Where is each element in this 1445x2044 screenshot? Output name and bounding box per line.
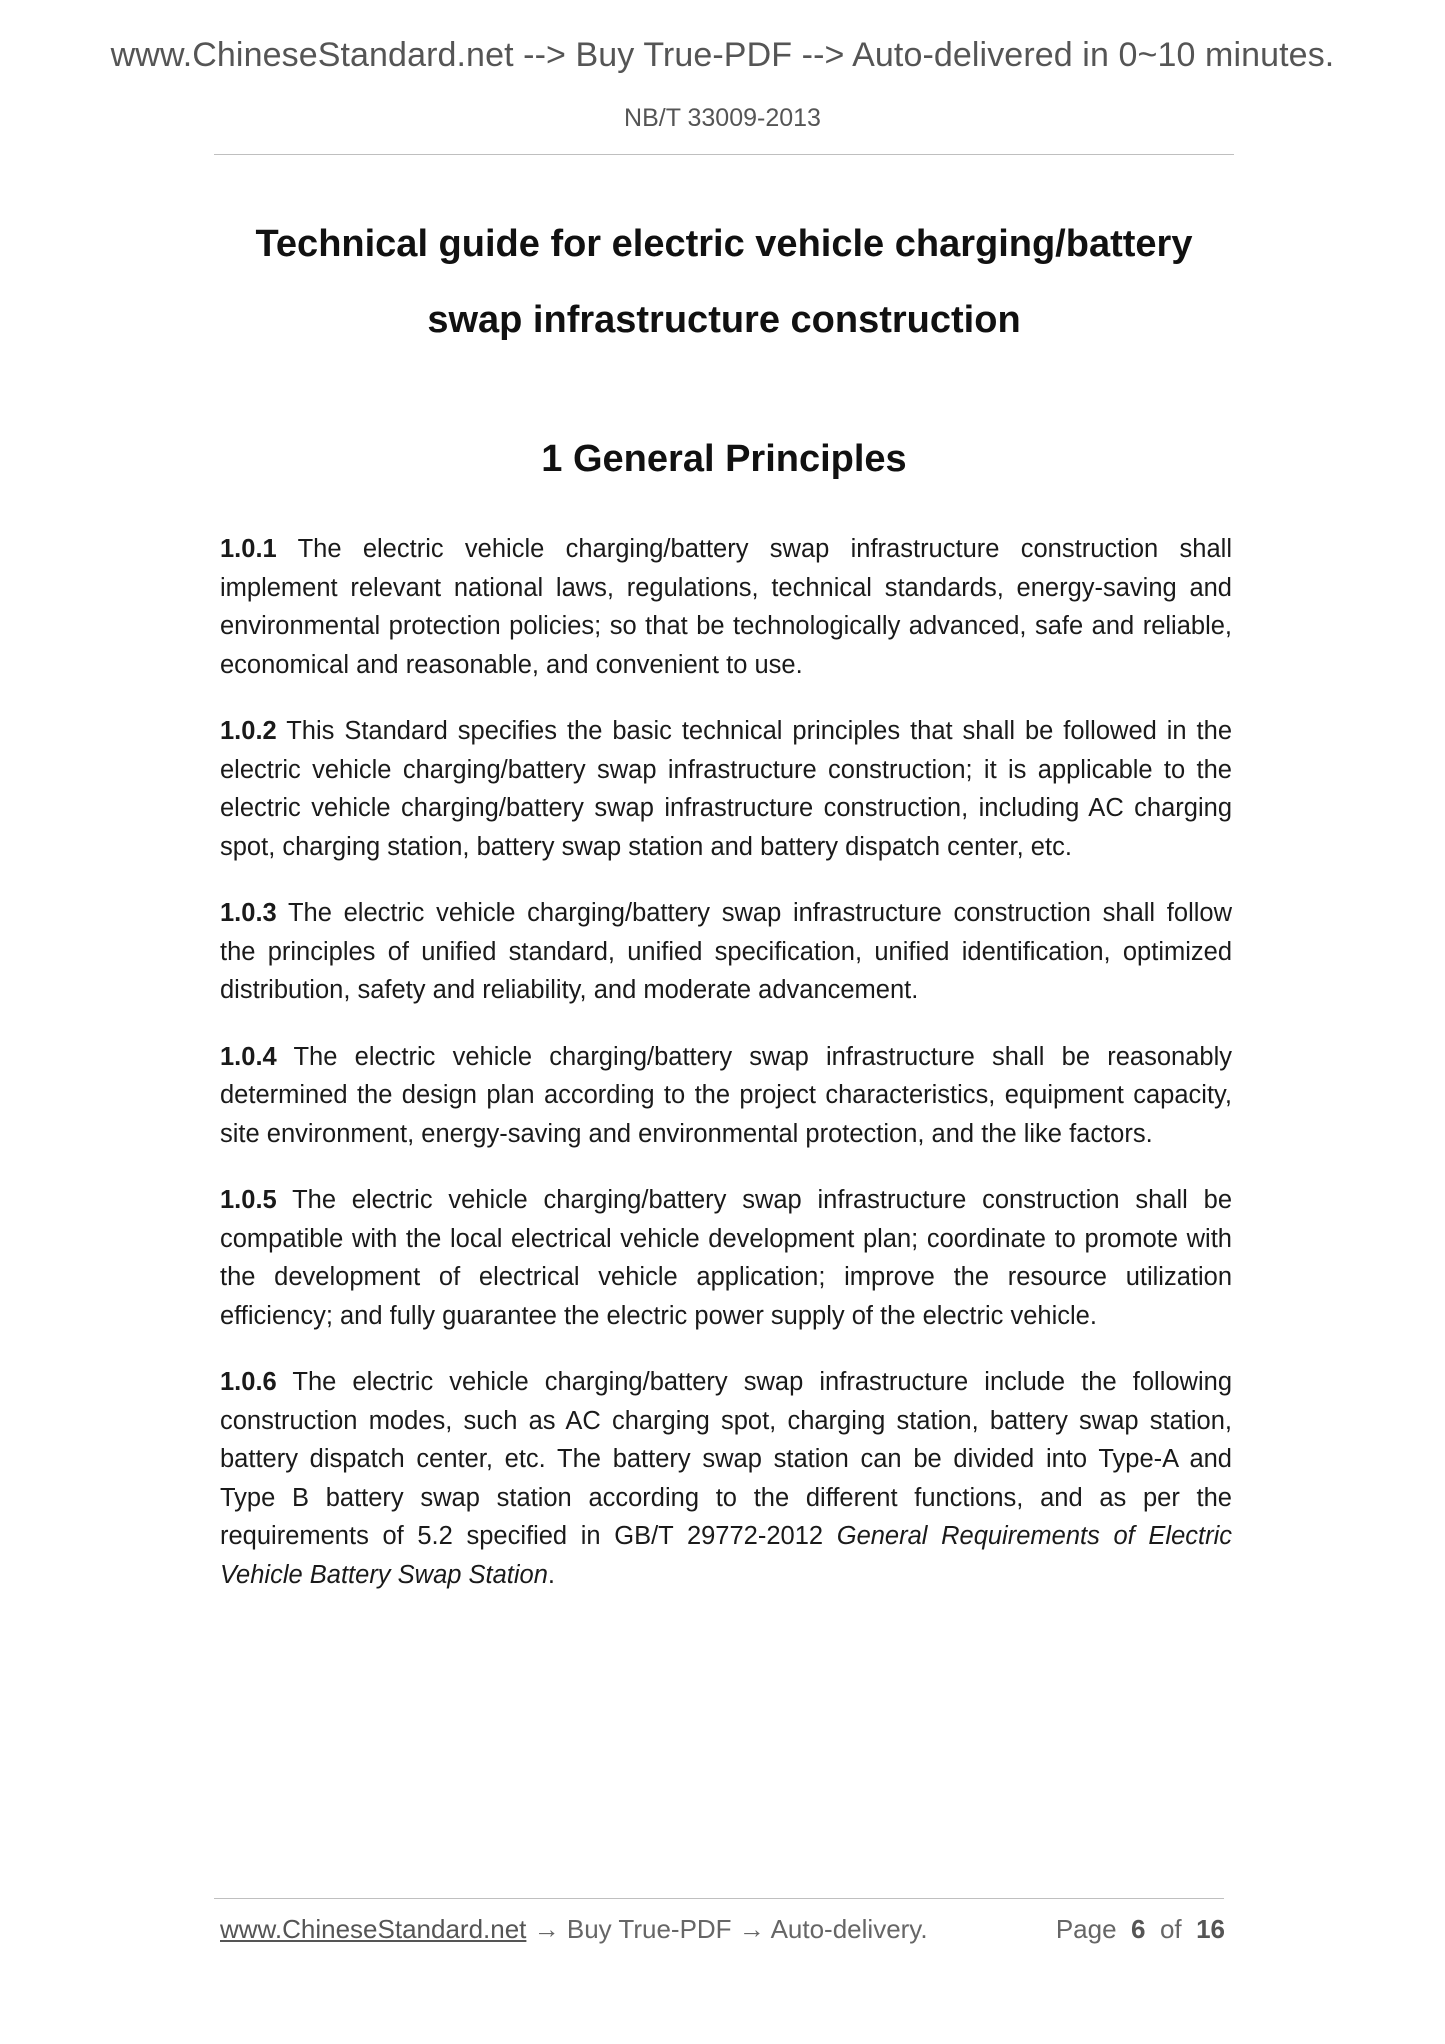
clause-text: The electric vehicle charging/battery swap infrastructure shall be reasonably determined the design plan according to the project characteristics, equipment capacity, site environment, energy-saving and environmental protection, and the like factors. — [220, 1042, 1233, 1148]
clause-text: The electric vehicle charging/battery swap infrastructure construction shall be compatible with the local electrical vehicle development plan; coordinate to promote with the development of electrical vehicle application; improve the resource utilization efficiency; and fully guarantee the electric power supply of the electric vehicle. — [220, 1186, 1233, 1330]
section-heading: 1 General Principles — [541, 438, 907, 480]
clause-number: 1.0.3 — [220, 899, 277, 927]
footer-site-link[interactable]: www.ChineseStandard.net — [220, 1914, 527, 1944]
clause-text: The electric vehicle charging/battery swap infrastructure construction shall follow the principles of unified standard, unified specification, unified identification, optimized distribution, safety and reliability, and moderate advancement. — [220, 899, 1232, 1004]
clause-number: 1.0.1 — [220, 535, 277, 563]
referenced-standard-title: General Requirements of Electric Vehicle Battery Swap Station — [220, 1522, 1232, 1589]
title-line-1: Technical guide for electric vehicle charging/battery — [255, 223, 1193, 265]
clause-text: The electric vehicle charging/battery swap infrastructure include the following construction modes, such as AC charging spot, charging station, battery swap station, battery dispatch center, etc. The battery swap station can be divided into Type-A and Type B battery swap station according to the different functions, and as per the requirements of 5.2 specified in GB/T 29772-2012 — [220, 1368, 1233, 1550]
clause-number: 1.0.2 — [220, 717, 277, 745]
page-footer — [220, 1914, 1225, 1954]
clause-number: 1.0.6 — [220, 1368, 277, 1396]
footer-divider — [214, 1898, 1224, 1899]
document-title — [214, 206, 1234, 358]
document-body — [220, 530, 1232, 1622]
clause-1-0-5 — [220, 1181, 1232, 1335]
page-indicator — [1056, 1914, 1225, 1945]
clause-number: 1.0.5 — [220, 1186, 277, 1214]
document-number: NB/T 33009-2013 — [624, 104, 821, 132]
clause-1-0-3 — [220, 894, 1232, 1010]
of-label: of — [1159, 1914, 1182, 1944]
header-divider — [214, 154, 1234, 155]
clause-text: The electric vehicle charging/battery swap infrastructure construction shall implement relevant national laws, regulations, technical standards, energy-saving and environmental protection policies; so that be technologically advanced, safe and reliable, economical and reasonable, and convenient to use. — [220, 535, 1232, 679]
clause-1-0-4 — [220, 1038, 1232, 1154]
top-banner: www.ChineseStandard.net --> Buy True-PDF --> Auto-delivered in 0~10 minutes. — [110, 36, 1335, 74]
page-total: 16 — [1196, 1914, 1225, 1944]
clause-1-0-6 — [220, 1363, 1232, 1594]
clause-tail: . — [547, 1560, 555, 1589]
footer-middle-text: → Buy True-PDF → Auto-delivery. — [526, 1914, 928, 1944]
clause-1-0-1 — [220, 530, 1232, 684]
clause-text: This Standard specifies the basic technical principles that shall be followed in the electric vehicle charging/battery swap infrastructure construction; it is applicable to the electric vehicle charging/battery swap infrastructure construction, including AC charging spot, charging station, battery swap station and battery dispatch center, etc. — [220, 717, 1233, 861]
clause-number: 1.0.4 — [220, 1042, 277, 1071]
title-line-2: swap infrastructure construction — [427, 299, 1021, 341]
footer-left — [220, 1914, 928, 1945]
page-label: Page — [1055, 1914, 1117, 1944]
page-current: 6 — [1131, 1914, 1146, 1944]
clause-1-0-2 — [220, 712, 1232, 866]
